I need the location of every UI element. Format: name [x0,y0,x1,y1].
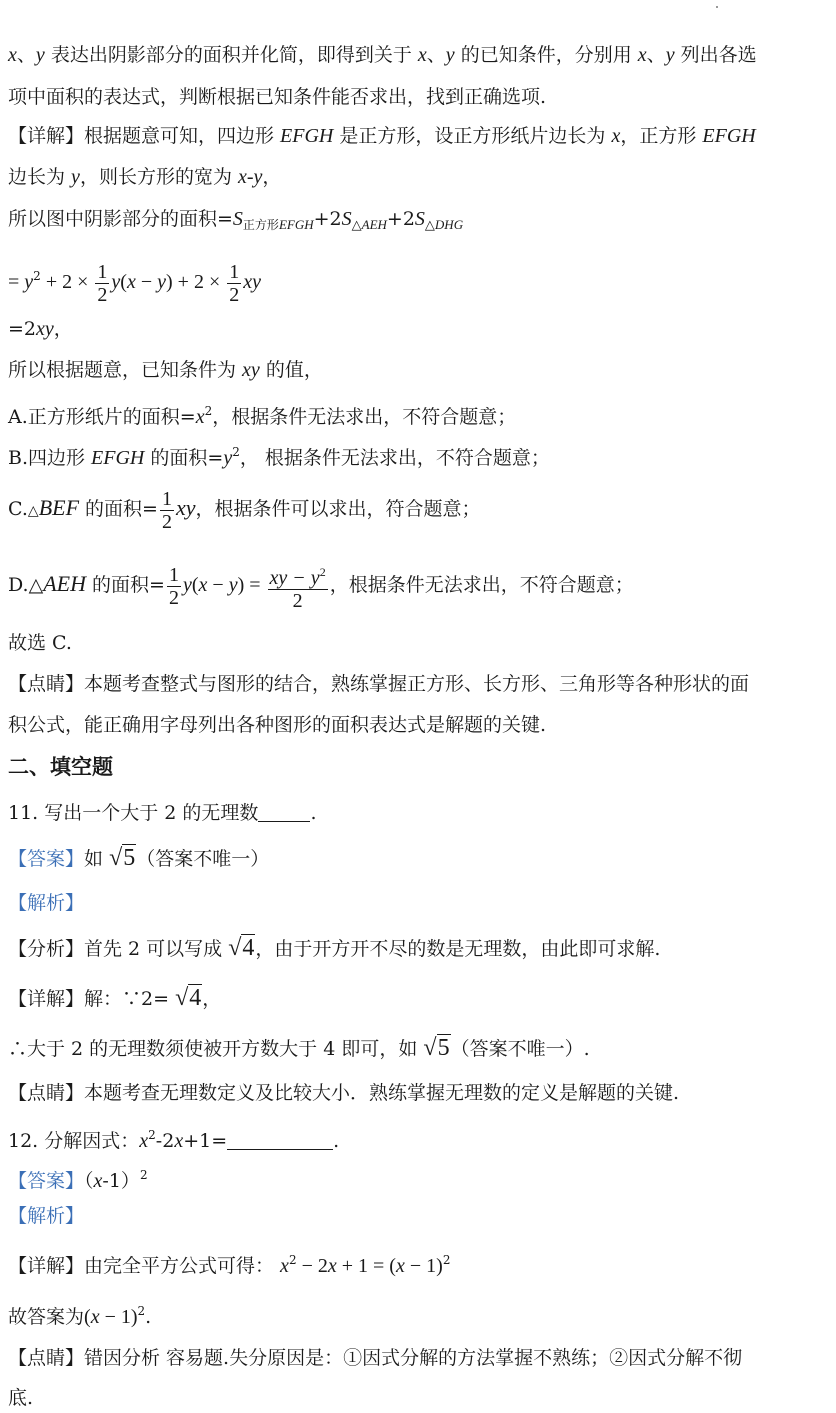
comment-line-2: 积公式，能正确用字母列出各种图形的面积表达式是解题的关键. [8,714,547,736]
equation-line-1: = $y^2 + 2$ × $\frac{1}{2}$ y(x − y) + 2 × $\frac{1}{2}$ xy [8,260,261,306]
option-a: A.正方形纸片的面积$=x^2$，根据条件无法求出，不符合题意； [8,404,517,428]
detail-12: 【详解】由完全平方公式可得： $x^2 - 2x + 1 = (x - 1)^2$ [8,1253,451,1277]
comment-12-line-1: 【点睛】错因分析 容易题.失分原因是：①因式分解的方法掌握不熟练；②因式分解不彻 [8,1347,743,1369]
answer-statement: 故答案为$(x - 1)^2$. [8,1304,152,1328]
answer-choice: 故选 C. [8,632,72,654]
option-b: B.四边形 EFGH 的面积$=y^2$， 根据条件无法求出，不符合题意； [8,445,550,469]
question-11: 11. 写出一个大于 2 的无理数 . [8,802,317,824]
fraction-half: $\frac{1}{2}$ [168,563,179,609]
answer-11: 【答案】如 √5（答案不唯一） [8,840,269,877]
analysis-11: 【分析】首先 2 可以写成 √4，由于开方开不尽的数是无理数，由此即可求解. [8,930,660,967]
fraction-half: $\frac{1}{2}$ [229,260,240,306]
sqrt-4: √4 [228,935,255,961]
option-c: C.△BEF 的面积= $\frac{1}{2}$ xy，根据条件可以求出，符合题意； [8,487,481,533]
text-line-8: 所以根据题意，已知条件为 xy 的值， [8,359,323,381]
corner-mark [716,6,718,8]
comment-12-line-2: 底. [8,1387,34,1409]
text-line-2: 项中面积的表达式，判断根据已知条件能否求出，找到正确选项. [8,86,547,108]
text-line-4: 边长为 y，则长方形的宽为 x-y， [8,166,282,188]
shaded-area-formula: 所以图中阴影部分的面积$=S_{正方形EFGH}+2S_{\triangle AEH}+2S_{\triangle DHG}$ [8,208,464,232]
comment-11: 【点睛】本题考查无理数定义及比较大小．熟练掌握无理数的定义是解题的关键. [8,1082,680,1104]
analysis-label: 【解析】 [8,892,85,914]
answer-blank [258,803,310,822]
fraction-half: $\frac{1}{2}$ [161,487,172,533]
answer-12: 【答案】$(x-1)^2$ [8,1168,148,1192]
sqrt-5: √5 [109,845,136,871]
comment-line-1: 【点睛】本题考查整式与图形的结合，熟练掌握正方形、长方形、三角形等各种形状的面 [8,673,750,695]
equation-line-2: =2xy， [8,318,73,340]
detail-heading-line: 【详解】根据题意可知，四边形 EFGH 是正方形，设正方形纸片边长为 x，正方形 EFGH [8,125,756,147]
question-12: 12. 分解因式：$x^2-2x+1=$ . [8,1128,340,1152]
sqrt-4: √4 [175,985,202,1011]
therefore-line: ∴大于 2 的无理数须使被开方数大于 4 即可，如 √5（答案不唯一）. [8,1030,590,1067]
sqrt-5: √5 [423,1035,450,1061]
answer-blank [227,1131,333,1150]
fraction-expression: $\frac{xy - y^2}{2}$ [268,561,328,612]
analysis-label: 【解析】 [8,1205,85,1227]
fraction-half: $\frac{1}{2}$ [97,260,108,306]
text-line-1: x、y 表达出阴影部分的面积并化简，即得到关于 x、y 的已知条件，分别用 x、y 列出各选 [8,44,757,66]
detail-11: 【详解】解：∵2= √4， [8,980,221,1017]
section-heading: 二、填空题 [8,754,113,779]
option-d: D.△AEH 的面积= $\frac{1}{2}$ y(x − y) = $\frac{xy - y^2}{2}$ ，根据条件无法求出，不符合题意； [8,558,634,612]
